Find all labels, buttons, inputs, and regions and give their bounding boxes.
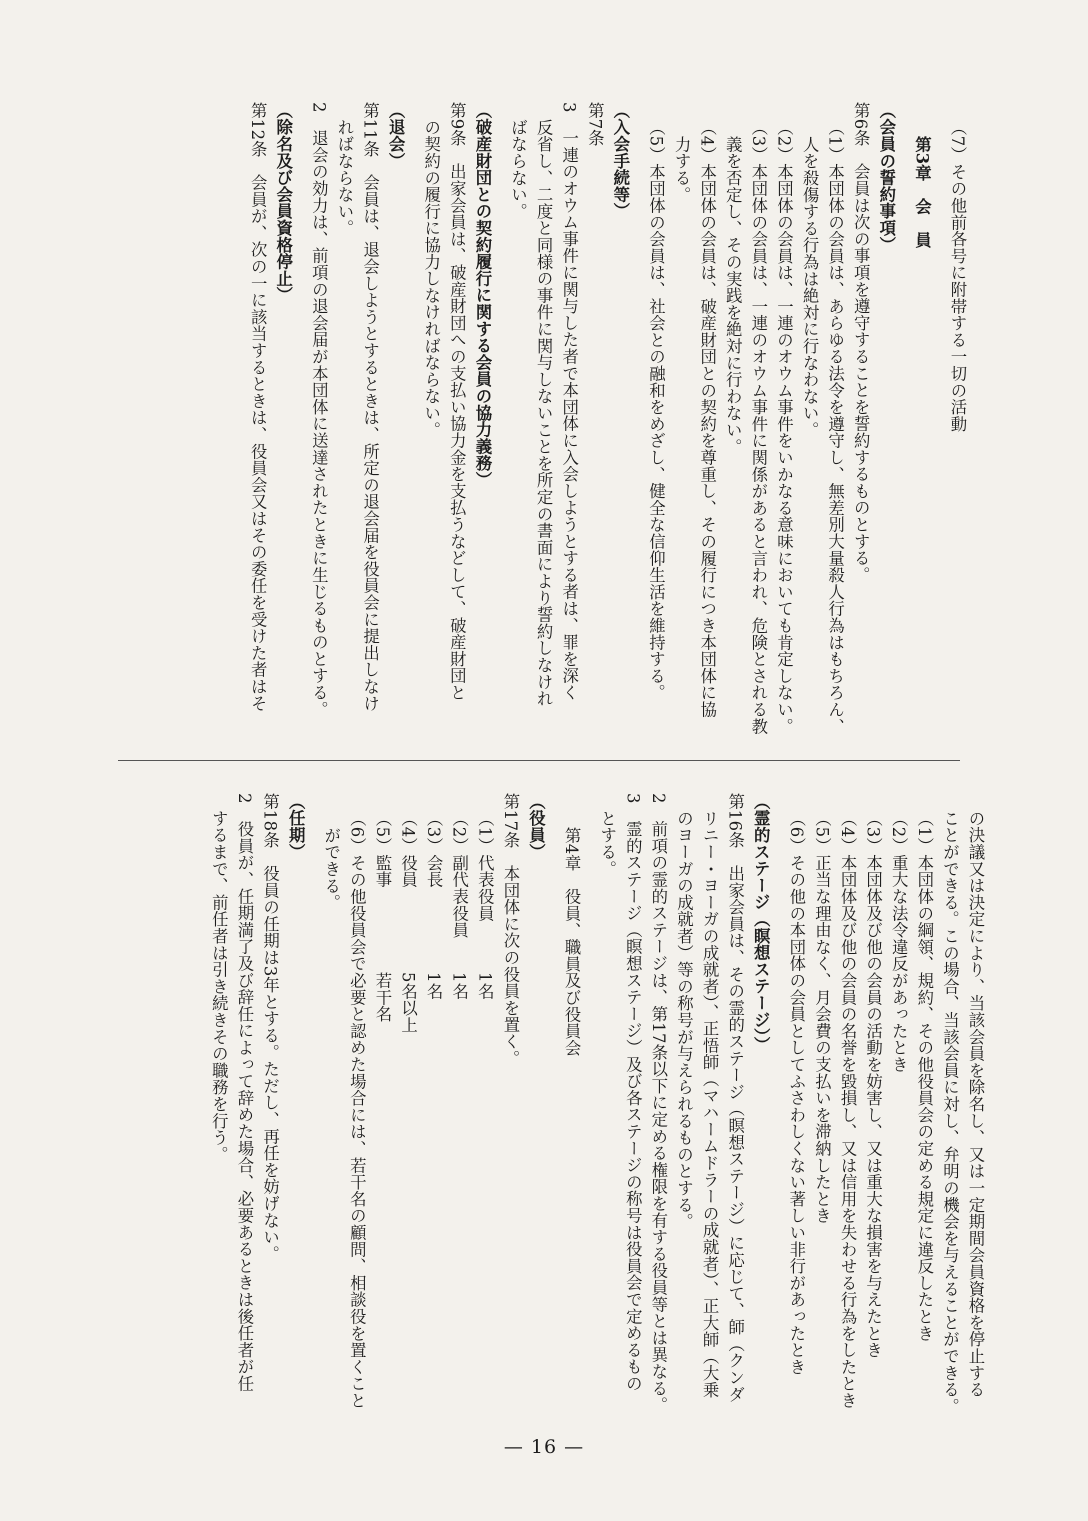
text-line: 第11条 会員は、退会しようとするときは、所定の退会届を役員会に提出しなけ — [360, 102, 380, 712]
upper-text-block — [140, 102, 970, 744]
text-line: （3）本団体の会員は、一連のオウム事件に関係があると言われ、危険とされる教 — [748, 119, 768, 735]
text-line: （2）本団体の会員は、一連のオウム事件をいかなる意味においても肯定しない。 — [774, 119, 794, 735]
text-line: 2 前項の霊的ステージは、第17条以下に定める権限を有する役員等とは異なる。 — [648, 793, 668, 1414]
text-line: 第17条 本団体に次の役員を置く。 — [500, 793, 520, 1067]
text-line: （5）正当な理由なく、月会費の支払いを滞納したとき — [812, 810, 832, 1225]
section-heading: （任期） — [286, 793, 306, 861]
text-line: のヨーガの成就者）等の称号が与えられるものとする。 — [674, 810, 694, 1231]
text-line: 第4章 役員、職員及び役員会 — [562, 826, 582, 1056]
text-line: （5）本団体の会員は、社会との融和をめざし、健全な信仰生活を維持する。 — [646, 119, 666, 702]
text-line: の決議又は決定により、当該会員を除名し、又は一定期間会員資格を停止する — [966, 810, 985, 1399]
text-line: ことができる。この場合、当該会員に対し、弁明の機会を与えることができる。 — [940, 810, 960, 1416]
text-line: するまで、前任者は引き続きその職務を行う。 — [209, 810, 229, 1164]
line-gap — [308, 793, 318, 1418]
section-heading: （退会） — [386, 102, 406, 170]
text-line: （1）本団体の会員は、あらゆる法令を遵守し、無差別大量殺人行為はもちろん、 — [825, 119, 845, 735]
text-line: ばならない。 — [508, 119, 528, 221]
section-heading: （役員） — [526, 793, 546, 861]
text-line: 人を殺傷する行為は絶対に行なわない。 — [800, 135, 820, 439]
text-line: （3）本団体及び他の会員の活動を妨害し、又は重大な損害を与えたとき — [863, 810, 883, 1359]
text-line: 2 役員が、任期満了及び辞任によって辞めた場合、必要あるときは後任者が任 — [234, 793, 254, 1392]
text-line: 3 霊的ステージ（瞑想ステージ）及び各ステージの称号は役員会で定めるもの — [623, 793, 643, 1392]
section-heading: （入会手続等） — [610, 102, 630, 220]
text-line: （6）その他役員会で必要と認めた場合には、若干名の顧問、相談役を置くこと — [347, 810, 367, 1410]
text-line: 第9条 出家会員は、破産財団への支払い協力金を支払うなどして、破産財団と — [447, 102, 467, 701]
text-line: （7）その他前各号に附帯する一切の活動 — [948, 119, 967, 433]
line-gap — [633, 102, 643, 744]
lower-text-block — [138, 793, 988, 1418]
line-gap — [773, 793, 783, 1418]
section-heading: （破産財団との契約履行に関する会員の協力義務） — [472, 102, 492, 489]
text-line: 力する。 — [672, 135, 692, 203]
text-line: 第12条 会員が、次の一に該当するときは、役員会又はその委任を受けた者はそ — [248, 102, 268, 712]
text-line: とする。 — [597, 810, 617, 878]
line-gap — [549, 793, 559, 1418]
text-line: （6）その他の本団体の会員としてふさわしくない著しい非行があったとき — [786, 810, 806, 1376]
text-line: リニー・ヨーガの成就者）、正悟師（マハームドラーの成就者）、正大師（大乗 — [700, 810, 720, 1399]
text-line: ができる。 — [321, 826, 341, 911]
text-line: 第3章 会 員 — [912, 135, 932, 249]
line-gap — [495, 102, 505, 744]
section-heading: （除名及び会員資格停止） — [273, 102, 293, 304]
section-divider — [118, 760, 960, 761]
line-gap — [408, 102, 418, 744]
text-line: （5）監事 若干名 — [372, 810, 392, 1023]
text-line: （4）本団体及び他の会員の名誉を毀損し、又は信用を失わせる行為をしたとき — [838, 810, 858, 1410]
section-heading: （霊的ステージ（瞑想ステージ）） — [751, 793, 771, 1054]
text-line: 2 退会の効力は、前項の退会届が本団体に送達されたときに生じるものとする。 — [309, 102, 329, 718]
text-line: 第18条 役員の任期は3年とする。ただし、再任を妨げない。 — [260, 793, 280, 1263]
line-gap — [584, 793, 594, 1418]
text-line: （2）重大な法令違反があったとき — [889, 810, 909, 1074]
text-line: の契約の履行に協力しなければならない。 — [421, 119, 441, 439]
text-line: 反省し、二度と同様の事件に関与しないことを所定の書面により誓約しなけれ — [534, 119, 554, 708]
text-line: （2）副代表役員 1名 — [449, 810, 469, 1000]
text-line: （4）本団体の会員は、破産財団との契約を尊重し、その履行につき本団体に協 — [697, 119, 717, 719]
text-line: 第7条 — [585, 102, 605, 147]
line-gap — [899, 102, 909, 744]
text-line: （3）会長 1名 — [424, 810, 444, 1000]
text-line: 第6条 会員は次の事項を遵守することを誓約するものとする。 — [851, 102, 871, 584]
section-heading: （会員の誓約事項） — [876, 102, 896, 254]
text-line: ればならない。 — [334, 119, 354, 237]
page-number: — 16 — — [503, 1436, 585, 1458]
text-line: （4）役員 5名以上 — [398, 810, 418, 1034]
text-line: 義を否定し、その実践を絶対に行わない。 — [723, 135, 743, 455]
text-line: 3 一連のオウム事件に関与した者で本団体に入会しようとする者は、罪を深く — [559, 102, 579, 701]
text-line: 第16条 出家会員は、その霊的ステージ（瞑想ステージ）に応じて、師（クンダ — [725, 793, 745, 1403]
line-gap — [296, 102, 306, 744]
line-gap — [934, 102, 944, 744]
text-line: （1）本団体の綱領、規約、その他役員会の定める規定に違反したとき — [914, 810, 934, 1342]
text-line: （1）代表役員 1名 — [475, 810, 495, 1000]
